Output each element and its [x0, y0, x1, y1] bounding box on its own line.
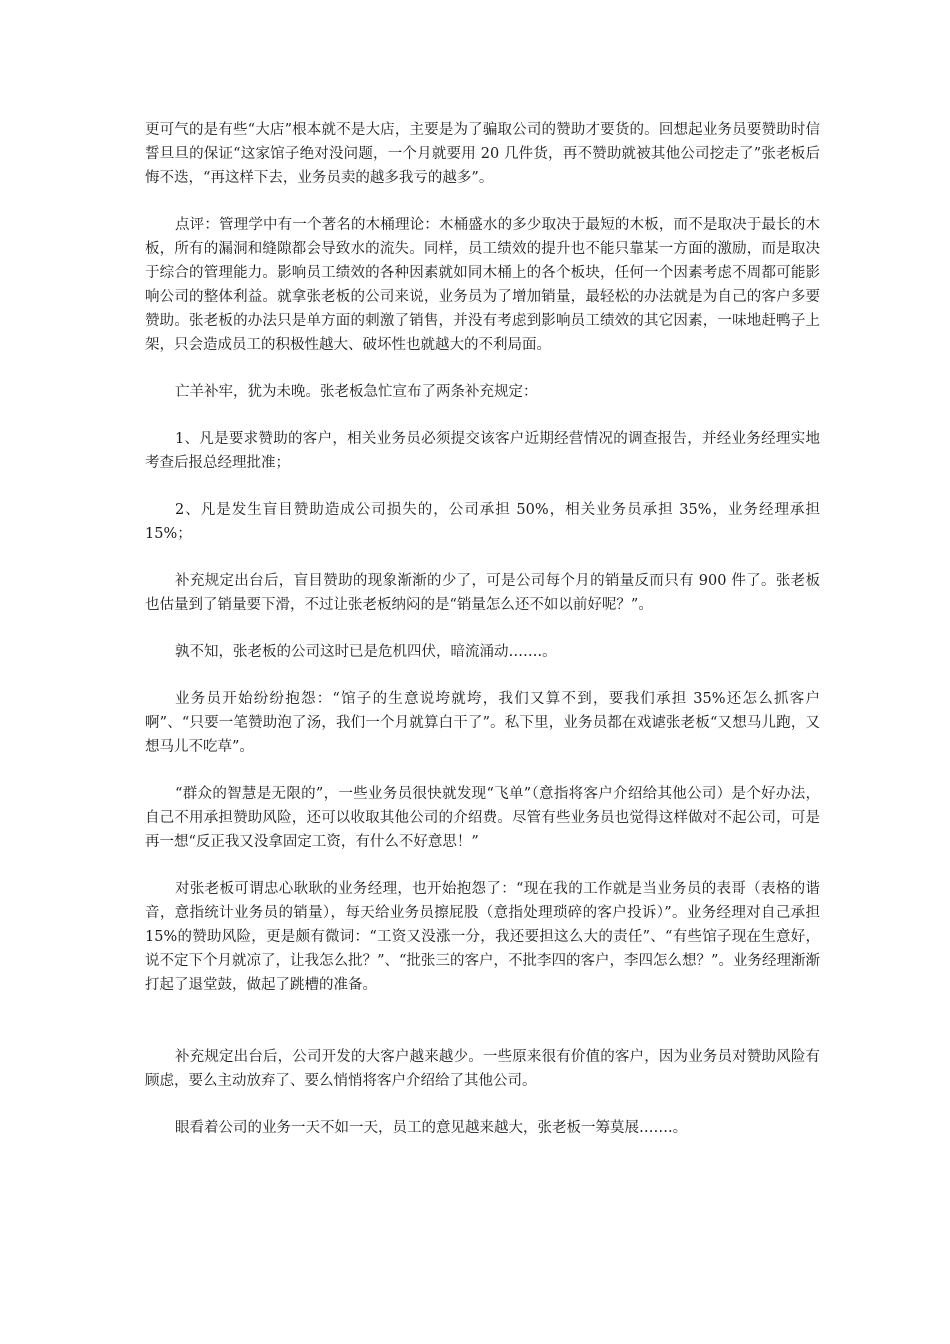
paragraph-conclusion: 眼看着公司的业务一天不如一天，员工的意见越来越大，张老板一筹莫展…….。: [175, 1120, 688, 1136]
paragraph-sponsorship-fraud: 更可气的是有些“大店”根本就不是大店，主要是为了骗取公司的赞助才要货的。回想起业务员要赞助时信誓旦旦的保证“这家馆子绝对没问题，一个月就要用 20 几件货，再不赞助就被其他公司挖走了”张老板后悔不迭，“再这样下去，业务员卖的越多我亏的越多”。: [145, 122, 820, 186]
paragraph-salesman-complaints: 业务员开始纷纷抱怨：“馆子的生意说垮就垮，我们又算不到，要我们承担 35%还怎么抓客户啊”、“只要一笔赞助泡了汤，我们一个月就算白干了”。私下里，业务员都在戏谑张老板“又想马儿跑，又想马儿不吃草”。: [145, 691, 820, 755]
paragraph-manager-complaints: 对张老板可谓忠心耿耿的业务经理，也开始抱怨了：“现在我的工作就是当业务员的表哥（表格的谐音，意指统计业务员的销量），每天给业务员擦屁股（意指处理琐碎的客户投诉）”。业务经理对自己承担 15%的赞助风险，更是颇有微词：“工资又没涨一分，我还要担这么大的责任”、“有些馆子现在生意好，说不定下个月就凉了，让我怎么批？”、“批张三的客户，不批李四的客户，李四怎么想？”。业务经理渐渐打起了退堂鼓，做起了跳槽的准备。: [145, 881, 820, 993]
paragraph-crisis: 孰不知，张老板的公司这时已是危机四伏，暗流涌动…….。: [175, 644, 557, 660]
paragraph-client-loss: 补充规定出台后，公司开发的大客户越来越少。一些原来很有价值的客户，因为业务员对赞助风险有顾虑，要么主动放弃了、要么悄悄将客户介绍给了其他公司。: [145, 1049, 820, 1089]
paragraph-flying-orders: “群众的智慧是无限的”，一些业务员很快就发现“飞单”（意指将客户介绍给其他公司）是个好办法，自己不用承担赞助风险，还可以收取其他公司的介绍费。尽管有些业务员也觉得这样做对不起公司，可是再一想“反正我又没拿固定工资，有什么不好意思！”: [145, 786, 820, 850]
document-body: [145, 118, 820, 1163]
paragraph-sales-drop: 补充规定出台后，盲目赞助的现象渐渐的少了，可是公司每个月的销量反而只有 900 件了。张老板也估量到了销量要下滑，不过让张老板纳闷的是“销量怎么还不如以前好呢？”。: [145, 573, 820, 613]
paragraph-commentary: 点评：管理学中有一个著名的木桶理论：木桶盛水的多少取决于最短的木板，而不是取决于最长的木板，所有的漏洞和缝隙都会导致水的流失。同样，员工绩效的提升也不能只靠某一方面的激励，而是取决于综合的管理能力。影响员工绩效的各种因素就如同木桶上的各个板块，任何一个因素考虑不周都可能影响公司的整体利益。就拿张老板的公司来说，业务员为了增加销量，最轻松的办法就是为自己的客户多要赞助。张老板的办法只是单方面的刺激了销售，并没有考虑到影响员工绩效的其它因素，一味地赶鸭子上架，只会造成员工的积极性越大、破坏性也就越大的不利局面。: [145, 217, 820, 353]
paragraph-new-rules-intro: 亡羊补牢，犹为未晚。张老板急忙宣布了两条补充规定：: [175, 384, 538, 400]
paragraph-rule-1: 1、凡是要求赞助的客户，相关业务员必须提交该客户近期经营情况的调查报告，并经业务经理实地考查后报总经理批准；: [145, 431, 820, 471]
paragraph-rule-2: 2、凡是发生盲目赞助造成公司损失的，公司承担 50%，相关业务员承担 35%，业务经理承担 15%；: [145, 502, 820, 542]
